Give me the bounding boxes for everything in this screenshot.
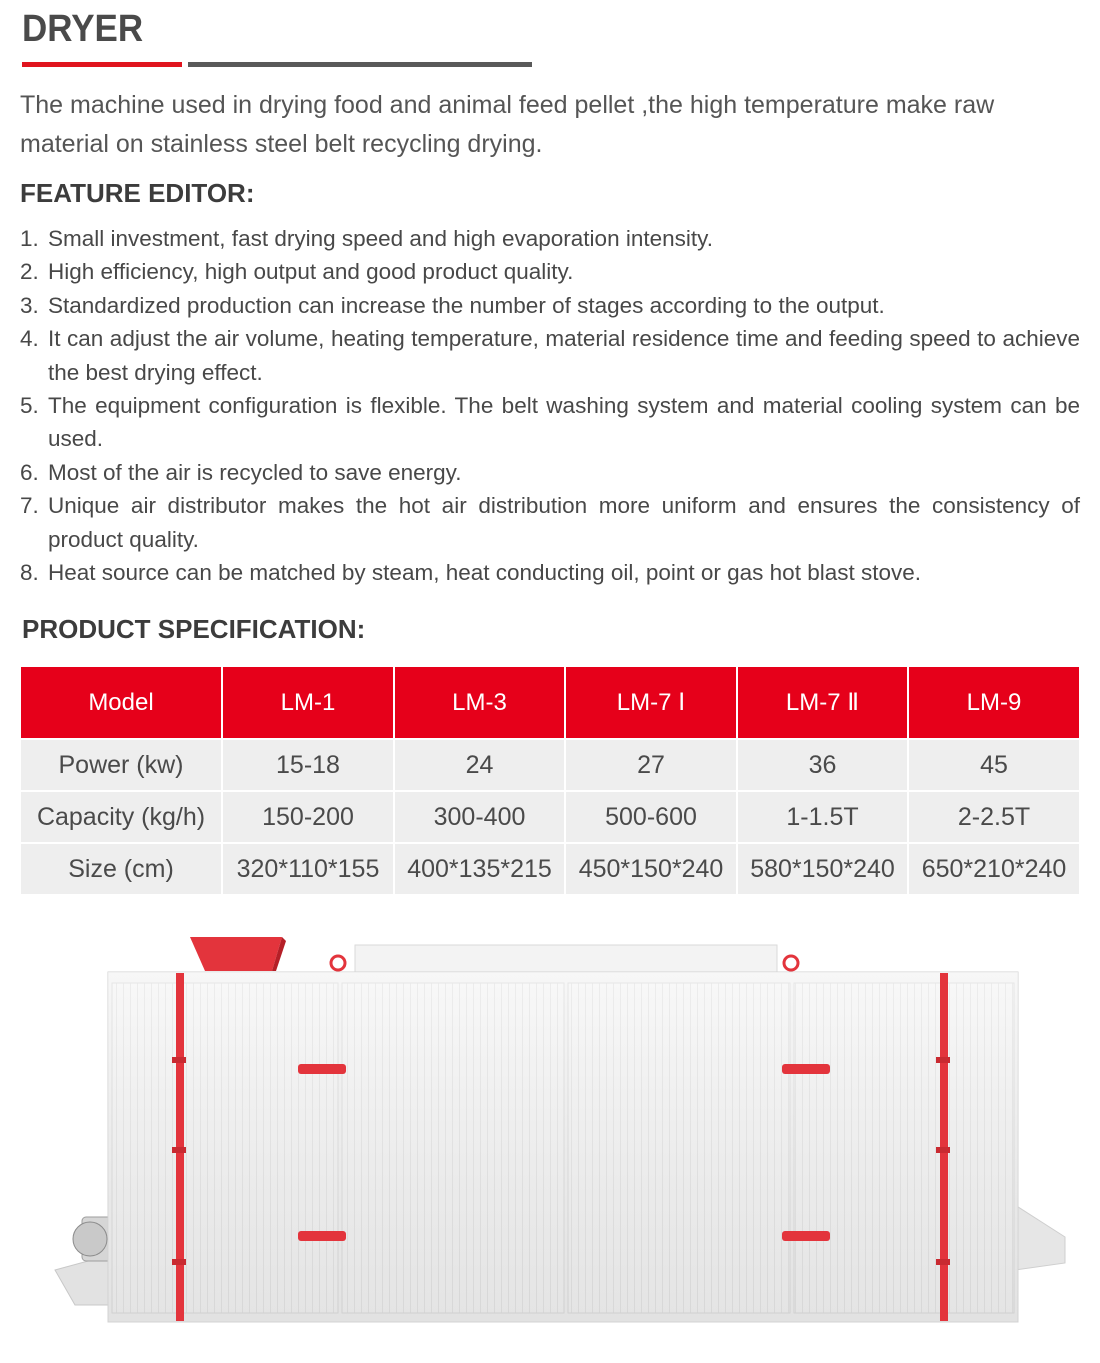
list-item-number: 7. (20, 493, 39, 519)
column-header: LM-1 (222, 667, 394, 739)
conveyor-roller (73, 1222, 107, 1256)
list-item (20, 255, 1080, 288)
features-heading: FEATURE EDITOR: (20, 178, 255, 208)
lifting-lug (331, 956, 345, 970)
list-item-number: 8. (20, 560, 39, 586)
list-item-text: Most of the air is recycled to save energy. (48, 459, 462, 485)
column-header: LM-7 Ⅱ (737, 667, 908, 739)
table-cell: 24 (394, 739, 565, 791)
list-item-text: Unique air distributor makes the hot air distribution more uniform and ensures the consistency of product quality. (48, 493, 1080, 552)
spec-heading: PRODUCT SPECIFICATION: (22, 614, 366, 644)
table-cell: 27 (565, 739, 737, 791)
table-cell: 450*150*240 (565, 843, 737, 894)
list-item-text: Heat source can be matched by steam, heat conducting oil, point or gas hot blast stove. (48, 560, 922, 586)
door-handle (782, 1064, 830, 1074)
column-header: Model (21, 667, 222, 739)
intro-paragraph: The machine used in drying food and animal feed pellet ,the high temperature make raw material on stainless steel belt recycling drying. (20, 91, 995, 158)
list-item (20, 456, 1080, 489)
table-row (21, 843, 1079, 894)
table-cell: 150-200 (222, 791, 394, 843)
spec-table (21, 667, 1079, 894)
list-item-text: Small investment, fast drying speed and high evaporation intensity. (48, 226, 713, 251)
list-item-number: 5. (20, 393, 39, 419)
table-cell: 36 (737, 739, 908, 791)
list-item-text: High efficiency, high output and good product quality. (48, 259, 574, 285)
door-handle (782, 1231, 830, 1241)
table-cell: 45 (908, 739, 1079, 791)
features-list (20, 222, 1080, 589)
list-item-number: 2. (20, 259, 39, 285)
table-cell: 320*110*155 (222, 843, 394, 894)
title-underline-gray (188, 62, 532, 67)
list-item-text: Standardized production can increase the number of stages according to the output. (48, 292, 885, 318)
table-cell: 2-2.5T (908, 791, 1079, 843)
table-cell: 300-400 (394, 791, 565, 843)
door-handle (298, 1231, 346, 1241)
list-item-number: 3. (20, 292, 39, 318)
column-header: LM-9 (908, 667, 1079, 739)
list-item (20, 556, 1080, 589)
list-item-number: 4. (20, 326, 39, 352)
table-row (21, 791, 1079, 843)
list-item (20, 389, 1080, 456)
outlet-chute (1015, 1205, 1065, 1270)
list-item-text: It can adjust the air volume, heating temperature, material residence time and feeding speed to achieve the best drying effect. (48, 326, 1080, 385)
table-cell: 580*150*240 (737, 843, 908, 894)
table-cell: 1-1.5T (737, 791, 908, 843)
table-row (21, 739, 1079, 791)
list-item-number: 1. (20, 226, 39, 251)
dryer-machine-illustration (50, 925, 1070, 1335)
table-cell: 400*135*215 (394, 843, 565, 894)
column-header: LM-7 Ⅰ (565, 667, 737, 739)
list-item (20, 222, 1080, 255)
lifting-lug (784, 956, 798, 970)
list-item (20, 322, 1080, 389)
door-handle (298, 1064, 346, 1074)
list-item-number: 6. (20, 459, 39, 485)
table-cell: 15-18 (222, 739, 394, 791)
table-header-row (21, 667, 1079, 739)
table-cell: Size (cm) (21, 843, 222, 894)
table-cell: 500-600 (565, 791, 737, 843)
title-underline-red (22, 62, 182, 67)
list-item (20, 289, 1080, 322)
column-header: LM-3 (394, 667, 565, 739)
page-title: DRYER (22, 8, 144, 50)
list-item (20, 489, 1080, 556)
feed-hopper (190, 937, 282, 971)
table-cell: Capacity (kg/h) (21, 791, 222, 843)
top-duct (355, 945, 777, 975)
list-item-text: The equipment configuration is flexible. The belt washing system and material cooling system can be used. (48, 393, 1080, 452)
table-cell: 650*210*240 (908, 843, 1079, 894)
conveyor-base (55, 1255, 110, 1305)
table-cell: Power (kw) (21, 739, 222, 791)
